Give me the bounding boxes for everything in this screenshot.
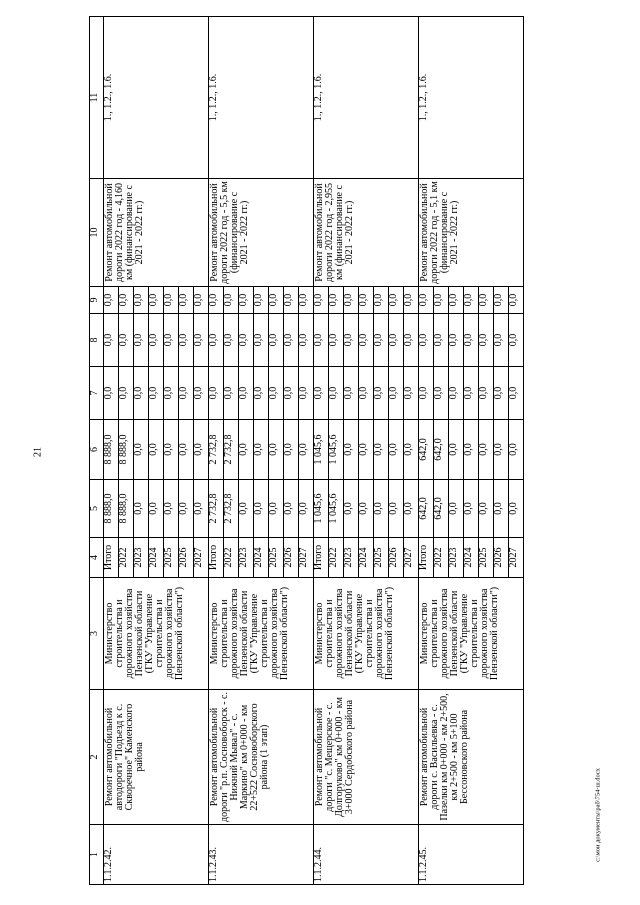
value-col-9: 0,0 bbox=[434, 287, 449, 314]
value-regional: 0,0 bbox=[494, 420, 509, 480]
value-regional: 0,0 bbox=[299, 420, 314, 480]
year-label: 2025 bbox=[479, 538, 494, 578]
year-label: 2025 bbox=[164, 538, 179, 578]
table-row bbox=[419, 17, 434, 885]
value-col-8: 0,0 bbox=[494, 314, 509, 367]
value-col-9: 0,0 bbox=[464, 287, 479, 314]
value-col-8: 0,0 bbox=[374, 314, 389, 367]
value-total: 0,0 bbox=[404, 480, 419, 538]
value-regional: 0,0 bbox=[464, 420, 479, 480]
value-regional: 0,0 bbox=[149, 420, 164, 480]
item-number: 1.1.2.45. bbox=[419, 825, 524, 885]
value-col-9: 0,0 bbox=[269, 287, 284, 314]
program-table bbox=[89, 16, 524, 885]
value-col-7: 0,0 bbox=[134, 367, 149, 420]
year-label: 2027 bbox=[194, 538, 209, 578]
value-regional: 8 888,0 bbox=[119, 420, 134, 480]
value-col-8: 0,0 bbox=[254, 314, 269, 367]
value-regional: 2 732,8 bbox=[224, 420, 239, 480]
col-header-1: 1 bbox=[90, 825, 104, 885]
value-regional: 8 888,0 bbox=[104, 420, 119, 480]
page-number: 21 bbox=[32, 447, 44, 457]
value-total: 0,0 bbox=[134, 480, 149, 538]
value-total: 0,0 bbox=[239, 480, 254, 538]
value-total: 0,0 bbox=[269, 480, 284, 538]
value-col-8: 0,0 bbox=[314, 314, 329, 367]
value-col-9: 0,0 bbox=[119, 287, 134, 314]
value-total: 0,0 bbox=[359, 480, 374, 538]
value-col-9: 0,0 bbox=[344, 287, 359, 314]
value-col-8: 0,0 bbox=[509, 314, 524, 367]
value-col-7: 0,0 bbox=[284, 367, 299, 420]
value-col-7: 0,0 bbox=[104, 367, 119, 420]
footer-file-path: c:\мои документы\раб\754-ш.docx bbox=[594, 768, 602, 862]
value-col-8: 0,0 bbox=[284, 314, 299, 367]
value-col-7: 0,0 bbox=[419, 367, 434, 420]
year-label: 2025 bbox=[269, 538, 284, 578]
value-regional: 0,0 bbox=[269, 420, 284, 480]
value-col-8: 0,0 bbox=[404, 314, 419, 367]
col-header-9: 9 bbox=[90, 287, 104, 314]
value-total: 8 888,0 bbox=[119, 480, 134, 538]
year-label: 2024 bbox=[359, 538, 374, 578]
value-col-7: 0,0 bbox=[329, 367, 344, 420]
col-header-10: 10 bbox=[90, 179, 104, 287]
value-col-9: 0,0 bbox=[299, 287, 314, 314]
item-name: Ремонт автомобильной автодороги "Подъезд к с. Скворечное" Каменского района bbox=[104, 690, 209, 825]
value-col-9: 0,0 bbox=[254, 287, 269, 314]
value-col-7: 0,0 bbox=[434, 367, 449, 420]
value-total: 0,0 bbox=[194, 480, 209, 538]
value-total: 0,0 bbox=[284, 480, 299, 538]
value-col-7: 0,0 bbox=[359, 367, 374, 420]
value-regional: 0,0 bbox=[179, 420, 194, 480]
item-number: 1.1.2.42. bbox=[104, 825, 209, 885]
value-total: 0,0 bbox=[254, 480, 269, 538]
value-total: 0,0 bbox=[164, 480, 179, 538]
value-col-7: 0,0 bbox=[269, 367, 284, 420]
value-col-7: 0,0 bbox=[509, 367, 524, 420]
item-reference: 1., 1.2., 1.6. bbox=[104, 17, 209, 179]
header-row bbox=[90, 17, 104, 885]
value-col-8: 0,0 bbox=[419, 314, 434, 367]
value-col-8: 0,0 bbox=[119, 314, 134, 367]
value-regional: 642,0 bbox=[419, 420, 434, 480]
item-number: 1.1.2.44. bbox=[314, 825, 419, 885]
value-regional: 0,0 bbox=[254, 420, 269, 480]
value-col-8: 0,0 bbox=[164, 314, 179, 367]
value-col-7: 0,0 bbox=[224, 367, 239, 420]
item-reference: 1., 1.2., 1.6. bbox=[209, 17, 314, 179]
value-regional: 1 045,6 bbox=[329, 420, 344, 480]
value-total: 0,0 bbox=[344, 480, 359, 538]
item-name: Ремонт автомобильной дороги "с. Мещерское - с. Долгоруково" км 0+000 - км 3+000 Сердобского района bbox=[314, 690, 419, 825]
value-col-7: 0,0 bbox=[254, 367, 269, 420]
year-label: Итого bbox=[104, 538, 119, 578]
value-total: 642,0 bbox=[434, 480, 449, 538]
value-col-9: 0,0 bbox=[374, 287, 389, 314]
year-label: 2023 bbox=[344, 538, 359, 578]
value-col-9: 0,0 bbox=[239, 287, 254, 314]
value-col-8: 0,0 bbox=[134, 314, 149, 367]
year-label: Итого bbox=[209, 538, 224, 578]
item-reference: 1., 1.2., 1.6. bbox=[314, 17, 419, 179]
item-reference: 1., 1.2., 1.6. bbox=[419, 17, 524, 179]
value-col-7: 0,0 bbox=[314, 367, 329, 420]
value-col-9: 0,0 bbox=[404, 287, 419, 314]
document-page-rotated bbox=[89, 17, 615, 885]
value-col-9: 0,0 bbox=[494, 287, 509, 314]
value-col-8: 0,0 bbox=[269, 314, 284, 367]
value-col-9: 0,0 bbox=[134, 287, 149, 314]
value-regional: 0,0 bbox=[509, 420, 524, 480]
year-label: 2026 bbox=[179, 538, 194, 578]
value-regional: 642,0 bbox=[434, 420, 449, 480]
value-col-7: 0,0 bbox=[479, 367, 494, 420]
value-regional: 0,0 bbox=[374, 420, 389, 480]
item-result: Ремонт автомобильной дороги 2022 год - 5,5 км (финансирование с 2021 - 2022 гг.) bbox=[209, 179, 314, 287]
value-regional: 0,0 bbox=[164, 420, 179, 480]
value-col-8: 0,0 bbox=[149, 314, 164, 367]
value-col-9: 0,0 bbox=[509, 287, 524, 314]
value-col-7: 0,0 bbox=[494, 367, 509, 420]
year-label: 2022 bbox=[224, 538, 239, 578]
value-col-8: 0,0 bbox=[464, 314, 479, 367]
value-regional: 0,0 bbox=[449, 420, 464, 480]
value-regional: 1 045,6 bbox=[314, 420, 329, 480]
value-col-9: 0,0 bbox=[314, 287, 329, 314]
value-col-7: 0,0 bbox=[449, 367, 464, 420]
value-col-9: 0,0 bbox=[194, 287, 209, 314]
value-col-9: 0,0 bbox=[419, 287, 434, 314]
value-col-7: 0,0 bbox=[464, 367, 479, 420]
value-col-7: 0,0 bbox=[239, 367, 254, 420]
value-col-9: 0,0 bbox=[104, 287, 119, 314]
col-header-6: 6 bbox=[90, 420, 104, 480]
value-total: 8 888,0 bbox=[104, 480, 119, 538]
value-col-7: 0,0 bbox=[149, 367, 164, 420]
year-label: 2027 bbox=[404, 538, 419, 578]
value-total: 0,0 bbox=[149, 480, 164, 538]
value-col-8: 0,0 bbox=[329, 314, 344, 367]
value-total: 0,0 bbox=[374, 480, 389, 538]
item-name: Ремонт автомобильной дороги с. Васильевка - с. Пазелки км 0+000 - км 2+500, км 2+500 - км 5+100 Бессоновского района bbox=[419, 690, 524, 825]
value-col-7: 0,0 bbox=[194, 367, 209, 420]
year-label: 2026 bbox=[494, 538, 509, 578]
year-label: 2023 bbox=[134, 538, 149, 578]
value-regional: 0,0 bbox=[194, 420, 209, 480]
value-col-8: 0,0 bbox=[299, 314, 314, 367]
value-col-9: 0,0 bbox=[479, 287, 494, 314]
value-col-8: 0,0 bbox=[239, 314, 254, 367]
year-label: Итого bbox=[419, 538, 434, 578]
value-col-9: 0,0 bbox=[449, 287, 464, 314]
value-col-8: 0,0 bbox=[104, 314, 119, 367]
value-col-9: 0,0 bbox=[359, 287, 374, 314]
year-label: 2027 bbox=[299, 538, 314, 578]
value-col-9: 0,0 bbox=[329, 287, 344, 314]
value-col-9: 0,0 bbox=[164, 287, 179, 314]
value-regional: 0,0 bbox=[239, 420, 254, 480]
value-total: 0,0 bbox=[464, 480, 479, 538]
item-name: Ремонт автомобильной дороги "р.п. Сосновоборск - с. Нижний Мывал" - с. Маркино" км 0+000 - км 22+522 Сосновоборского района (1 этап) bbox=[209, 690, 314, 825]
value-total: 2 732,8 bbox=[224, 480, 239, 538]
value-total: 0,0 bbox=[299, 480, 314, 538]
col-header-11: 11 bbox=[90, 17, 104, 179]
value-col-7: 0,0 bbox=[209, 367, 224, 420]
value-regional: 0,0 bbox=[344, 420, 359, 480]
item-executor: Министерство строительства и дорожного хозяйства Пензенской области (ГКУ "Управление строительства и дорожного хозяйства Пензенской области") bbox=[419, 578, 524, 690]
value-col-9: 0,0 bbox=[149, 287, 164, 314]
col-header-8: 8 bbox=[90, 314, 104, 367]
item-number: 1.1.2.43. bbox=[209, 825, 314, 885]
value-regional: 0,0 bbox=[389, 420, 404, 480]
value-col-9: 0,0 bbox=[209, 287, 224, 314]
value-regional: 0,0 bbox=[284, 420, 299, 480]
value-col-7: 0,0 bbox=[374, 367, 389, 420]
value-col-9: 0,0 bbox=[284, 287, 299, 314]
item-result: Ремонт автомобильной дороги 2022 год - 2,955 км (финансирование с 2021 - 2022 гг.) bbox=[314, 179, 419, 287]
year-label: 2027 bbox=[509, 538, 524, 578]
col-header-2: 2 bbox=[90, 690, 104, 825]
item-executor: Министерство строительства и дорожного хозяйства Пензенской области (ГКУ "Управление строительства и дорожного хозяйства Пензенской области") bbox=[104, 578, 209, 690]
year-label: 2022 bbox=[119, 538, 134, 578]
value-col-7: 0,0 bbox=[179, 367, 194, 420]
value-col-7: 0,0 bbox=[299, 367, 314, 420]
table-row bbox=[104, 17, 119, 885]
year-label: 2026 bbox=[389, 538, 404, 578]
item-executor: Министерство строительства и дорожного хозяйства Пензенской области (ГКУ "Управление строительства и дорожного хозяйства Пензенской области") bbox=[314, 578, 419, 690]
value-col-8: 0,0 bbox=[359, 314, 374, 367]
item-result: Ремонт автомобильной дороги 2022 год - 4,160 км (финансирование с 2021 - 2022 гг.) bbox=[104, 179, 209, 287]
value-total: 642,0 bbox=[419, 480, 434, 538]
value-col-9: 0,0 bbox=[179, 287, 194, 314]
value-col-8: 0,0 bbox=[449, 314, 464, 367]
value-regional: 0,0 bbox=[404, 420, 419, 480]
value-col-7: 0,0 bbox=[164, 367, 179, 420]
table-row bbox=[209, 17, 224, 885]
value-col-9: 0,0 bbox=[389, 287, 404, 314]
value-col-8: 0,0 bbox=[179, 314, 194, 367]
year-label: Итого bbox=[314, 538, 329, 578]
value-col-8: 0,0 bbox=[224, 314, 239, 367]
value-col-8: 0,0 bbox=[434, 314, 449, 367]
value-col-8: 0,0 bbox=[389, 314, 404, 367]
value-total: 1 045,6 bbox=[329, 480, 344, 538]
value-regional: 0,0 bbox=[134, 420, 149, 480]
value-regional: 0,0 bbox=[359, 420, 374, 480]
value-total: 0,0 bbox=[179, 480, 194, 538]
value-col-9: 0,0 bbox=[224, 287, 239, 314]
year-label: 2024 bbox=[464, 538, 479, 578]
value-regional: 2 732,8 bbox=[209, 420, 224, 480]
year-label: 2024 bbox=[254, 538, 269, 578]
year-label: 2024 bbox=[149, 538, 164, 578]
value-regional: 0,0 bbox=[479, 420, 494, 480]
value-total: 1 045,6 bbox=[314, 480, 329, 538]
year-label: 2026 bbox=[284, 538, 299, 578]
value-col-8: 0,0 bbox=[194, 314, 209, 367]
col-header-5: 5 bbox=[90, 480, 104, 538]
value-total: 0,0 bbox=[509, 480, 524, 538]
value-col-7: 0,0 bbox=[344, 367, 359, 420]
col-header-4: 4 bbox=[90, 538, 104, 578]
value-col-8: 0,0 bbox=[209, 314, 224, 367]
table-body bbox=[104, 17, 524, 885]
year-label: 2023 bbox=[449, 538, 464, 578]
value-col-8: 0,0 bbox=[344, 314, 359, 367]
item-result: Ремонт автомобильной дороги 2022 год - 5,1 км (финансирование с 2021 - 2022 гг.) bbox=[419, 179, 524, 287]
value-col-7: 0,0 bbox=[389, 367, 404, 420]
value-total: 0,0 bbox=[449, 480, 464, 538]
value-total: 0,0 bbox=[389, 480, 404, 538]
year-label: 2025 bbox=[374, 538, 389, 578]
year-label: 2022 bbox=[434, 538, 449, 578]
year-label: 2022 bbox=[329, 538, 344, 578]
value-col-7: 0,0 bbox=[404, 367, 419, 420]
value-total: 0,0 bbox=[494, 480, 509, 538]
item-executor: Министерство строительства и дорожного хозяйства Пензенской области (ГКУ "Управление строительства и дорожного хозяйства Пензенской области") bbox=[209, 578, 314, 690]
col-header-7: 7 bbox=[90, 367, 104, 420]
table-row bbox=[314, 17, 329, 885]
value-col-7: 0,0 bbox=[119, 367, 134, 420]
year-label: 2023 bbox=[239, 538, 254, 578]
value-col-8: 0,0 bbox=[479, 314, 494, 367]
col-header-3: 3 bbox=[90, 578, 104, 690]
value-total: 2 732,8 bbox=[209, 480, 224, 538]
value-total: 0,0 bbox=[479, 480, 494, 538]
